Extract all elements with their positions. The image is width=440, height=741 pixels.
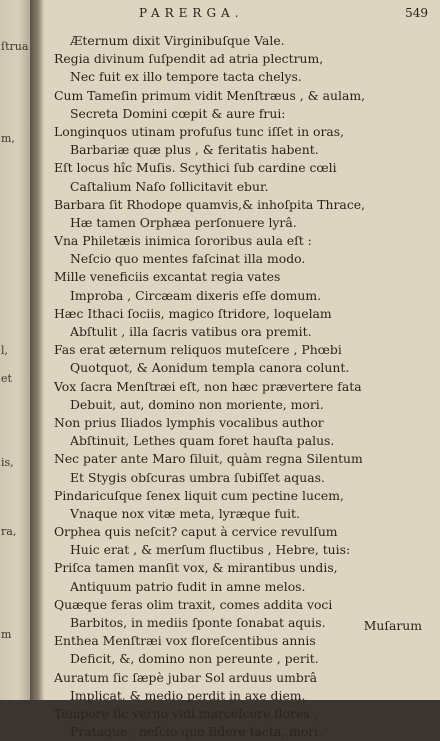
left-margin-fragment: m: [1, 628, 12, 641]
poem-line: Deficit, &, domino non pereunte , perit.: [70, 651, 319, 667]
poem-line: Vox ſacra Menſtræi eſt, non hæc prævertere fata: [54, 378, 362, 394]
poem-line: Mille veneficiis excantat regia vates: [54, 269, 281, 285]
poem-line: Implicat, & medio perdit in axe diem.: [70, 687, 306, 703]
poem-line: Secreta Domini cœpit & aure frui:: [70, 105, 286, 121]
poem-line: Neſcio quo mentes faſcinat illa modo.: [70, 251, 306, 267]
poem-line: Improba , Circæam dixeris eſſe domum.: [70, 287, 322, 303]
poem-line: Quæque feras olim traxit, comes addita voci: [54, 596, 333, 612]
poem-line: Hæ tamen Orphæa perſonuere lyrâ.: [70, 214, 297, 230]
poem-line: Hæc Ithaci ſociis, magico ſtridore, loquelam: [54, 305, 332, 321]
poem-line: Auratum ſic ſæpè jubar Sol arduus umbrâ: [54, 669, 318, 685]
poem-line: Longinquos utinam profuſus tunc iſſet in oras,: [54, 123, 345, 139]
poem-line: Vnaque nox vitæ meta, lyræque fuit.: [70, 505, 300, 521]
poem-line: Fas erat æternum reliquos muteſcere , Phœbi: [54, 342, 342, 358]
left-margin-fragment: et: [1, 372, 12, 385]
poem-line: Eſt locus hîc Muſis. Scythici ſub cardine cœli: [54, 160, 337, 176]
poem-line: Vna Philetæis inimica ſororibus aula eſt :: [54, 233, 312, 249]
poem-line: Æternum dixit Virginibuſque Vale.: [70, 33, 285, 48]
poem-line: Abſtulit , illa ſacris vatibus ora premit.: [70, 324, 312, 339]
poem-line: Cum Tameſin primum vidit Menſtræus , & aulam,: [54, 87, 366, 103]
poem-line: Nec pater ante Maro ſiluit, quàm regna Silentum: [54, 451, 363, 467]
page-header: [44, 6, 440, 26]
poem-line: Non prius Iliados lymphis vocalibus author: [54, 414, 324, 430]
poem-line: Priſca tamen manſit vox, & mirantibus undis,: [54, 560, 338, 576]
poem-body: [54, 32, 434, 741]
left-margin-fragment: l,: [1, 344, 9, 357]
poem-line: Caſtalium Naſo ſollicitavit ebur.: [70, 178, 269, 194]
left-margin-fragment: is,: [1, 456, 14, 469]
book-page: [44, 0, 440, 740]
poem-line: Prataque , neſcio quo ſiderе tacta, mori.: [70, 724, 323, 740]
poem-line: Barbariæ quæ plus , & feritatis habent.: [70, 142, 319, 158]
poem-line: Debuit, aut, domino non moriente, mori.: [70, 396, 324, 412]
poem-line: Regia divinum ſuſpendit ad atria plectrum,: [54, 51, 324, 67]
left-margin-fragment: ra,: [1, 525, 17, 538]
running-head: PARERGA.: [139, 6, 244, 20]
poem-line: Orphea quis neſcit? caput à cervice revulſum: [54, 524, 338, 540]
poem-line: Nec fuit ex illo tempore tacta chelys.: [70, 69, 302, 85]
catchword: Muſarum: [363, 618, 422, 633]
poem-line: Abſtinuit, Lethes quam foret hauſta palus.: [70, 433, 335, 449]
poem-line: Antiquum patrio fudit in amne melos.: [70, 578, 306, 594]
book-gutter: [30, 0, 44, 700]
poem-line: Pindaricuſque ſenex liquit cum pectine lucem,: [54, 487, 344, 503]
poem-line: Quotquot, & Aonidum templa canora colunt.: [70, 360, 350, 376]
poem-line: Barbara ſit Rhodope quamvis,& inhoſpita Thrace,: [54, 196, 366, 212]
poem-line: Et Stygis obſcuras umbra ſubiſſet aquas.: [70, 469, 325, 485]
poem-line: Tempore ſic verno vidi marceſcere flores ,: [54, 705, 318, 721]
poem-line: Barbitos, in mediis ſponte ſonabat aquis.: [70, 615, 326, 630]
page-number: 549: [405, 6, 428, 20]
left-margin-fragment: m,: [1, 132, 15, 145]
left-margin-fragment: ſtrua: [1, 40, 29, 53]
poem-line: Enthea Menſtræi vox floreſcentibus annis: [54, 633, 316, 649]
poem-line: Huic erat , & merſum fluctibus , Hebre, tuis:: [70, 542, 351, 558]
left-page-edge: [0, 0, 30, 700]
